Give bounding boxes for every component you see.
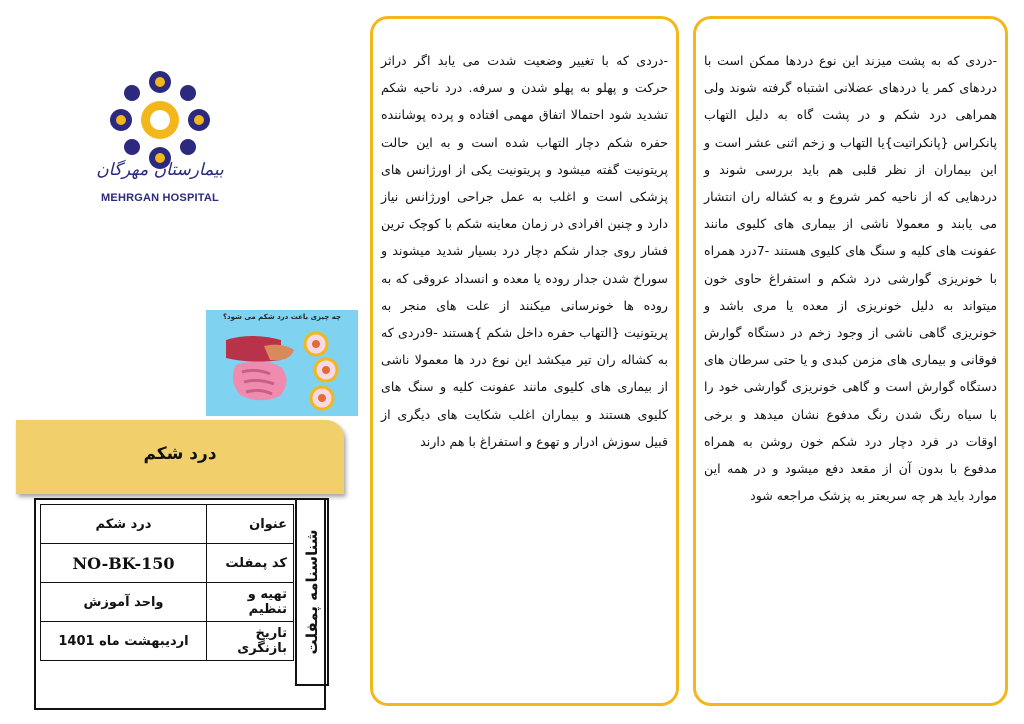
id-row-value: NO-BK-150 [41,544,207,583]
right-text-panel [693,16,1008,706]
table-row [41,505,294,544]
illustration-caption: چه چیزی باعث درد شکم می شود؟ [222,313,342,321]
middle-text-panel [370,16,679,706]
id-row-value: اردیبهشت ماه 1401 [41,622,207,661]
id-row-value: واحد آموزش [41,583,207,622]
middle-panel-text: -دردی که با تغییر وضعیت شدت می یابد اگر دراثر حرکت و پهلو به پهلو شدن و سرفه. درد ناحیه شکم تشدید شود احتمالا اتفاق مهمی افتاده و پرده پوشاننده حفره شکم دچار التهاب شده است و به این حالت پریتونیت گفته میشود و پریتونیت یکی از اورژانس های پزشکی است و اغلب به عمل جراحی اورژانس نیاز دارد و چنین افرادی در زمان معاینه شکم با کوچک ترین فشار روی جدار شکم دچار درد بسیار شدید میشوند و سوراخ شدن جدار روده یا معده و انسداد عروقی که به روده ها خونرسانی میکنند از علت های منجر به پریتونیت {التهاب حفره داخل شکم }هستند -9دردی که به کشاله ران تیر میکشد این نوع درد ها معمولا ناشی از بیماری های کلیوی مانند عفونت کلیه و سنگ های کلیوی هستند و بیماران اغلب شکایت های دیگری از قبیل سوزش ادرار و تهوع و استفراغ با هم دارند [381,53,668,449]
table-row [41,583,294,622]
table-row [41,622,294,661]
id-row-value: درد شکم [41,505,207,544]
table-row [41,544,294,583]
right-panel-text: -دردی که به پشت میزند این نوع دردها ممکن است با دردهای کمر یا دردهای عضلانی اشتباه گرفته شوند ولی همراهی درد شکم و در پشت گاه به دلیل التهاب پانکراس {پانکراتیت}یا التهاب و زخم اثنی عشر است و این بیماران از نظر قلبی هم باید بررسی شوند و دردهایی که از ناحیه کمر شروع و به کشاله ران انتشار می یابند و معمولا ناشی از بیماری های کلیوی مانند عفونت های کلیه و سنگ های کلیوی هستند -7درد همراه با خونریزی گوارشی درد شکم و استفراغ حاوی خون میتواند به دلیل خونریزی از معده یا مری باشد و خونریزی گاهی ناشی از وجود زخم در دستگاه گوارش فوقانی و بیماری های مزمن کبدی و یا حتی سرطان های دستگاه گوارش است و گاهی خونریزی گوارشی خود را با سیاه رنگ شدن رنگ مدفوع نشان میدهد و برخی اوقات در فرد دچار درد شکم خون روشن به همراه مدفوع با بدون آن از مقعد دفع میشود و در همه این موارد باید هر چه سریعتر به پزشک مراجعه شود [704,53,997,504]
abdomen-illustration [206,310,358,416]
pamphlet-title-box [16,420,344,494]
id-row-label: تاریخ بازنگری [207,622,294,661]
id-card-heading-box [295,498,329,686]
digestive-organs-icon [206,310,358,416]
pamphlet-title: درد شکم [143,444,217,464]
id-row-label: تهیه و تنظیم [207,583,294,622]
id-row-label: عنوان [207,505,294,544]
hospital-name-fa: بیمارستان مهرگان [96,160,224,180]
id-card-table [40,504,294,661]
hospital-name-en: MEHRGAN HOSPITAL [101,192,219,204]
id-row-label: کد پمفلت [207,544,294,583]
hospital-logo-icon [96,48,224,208]
id-card-heading: شناسنامه پمفلت [303,529,321,655]
